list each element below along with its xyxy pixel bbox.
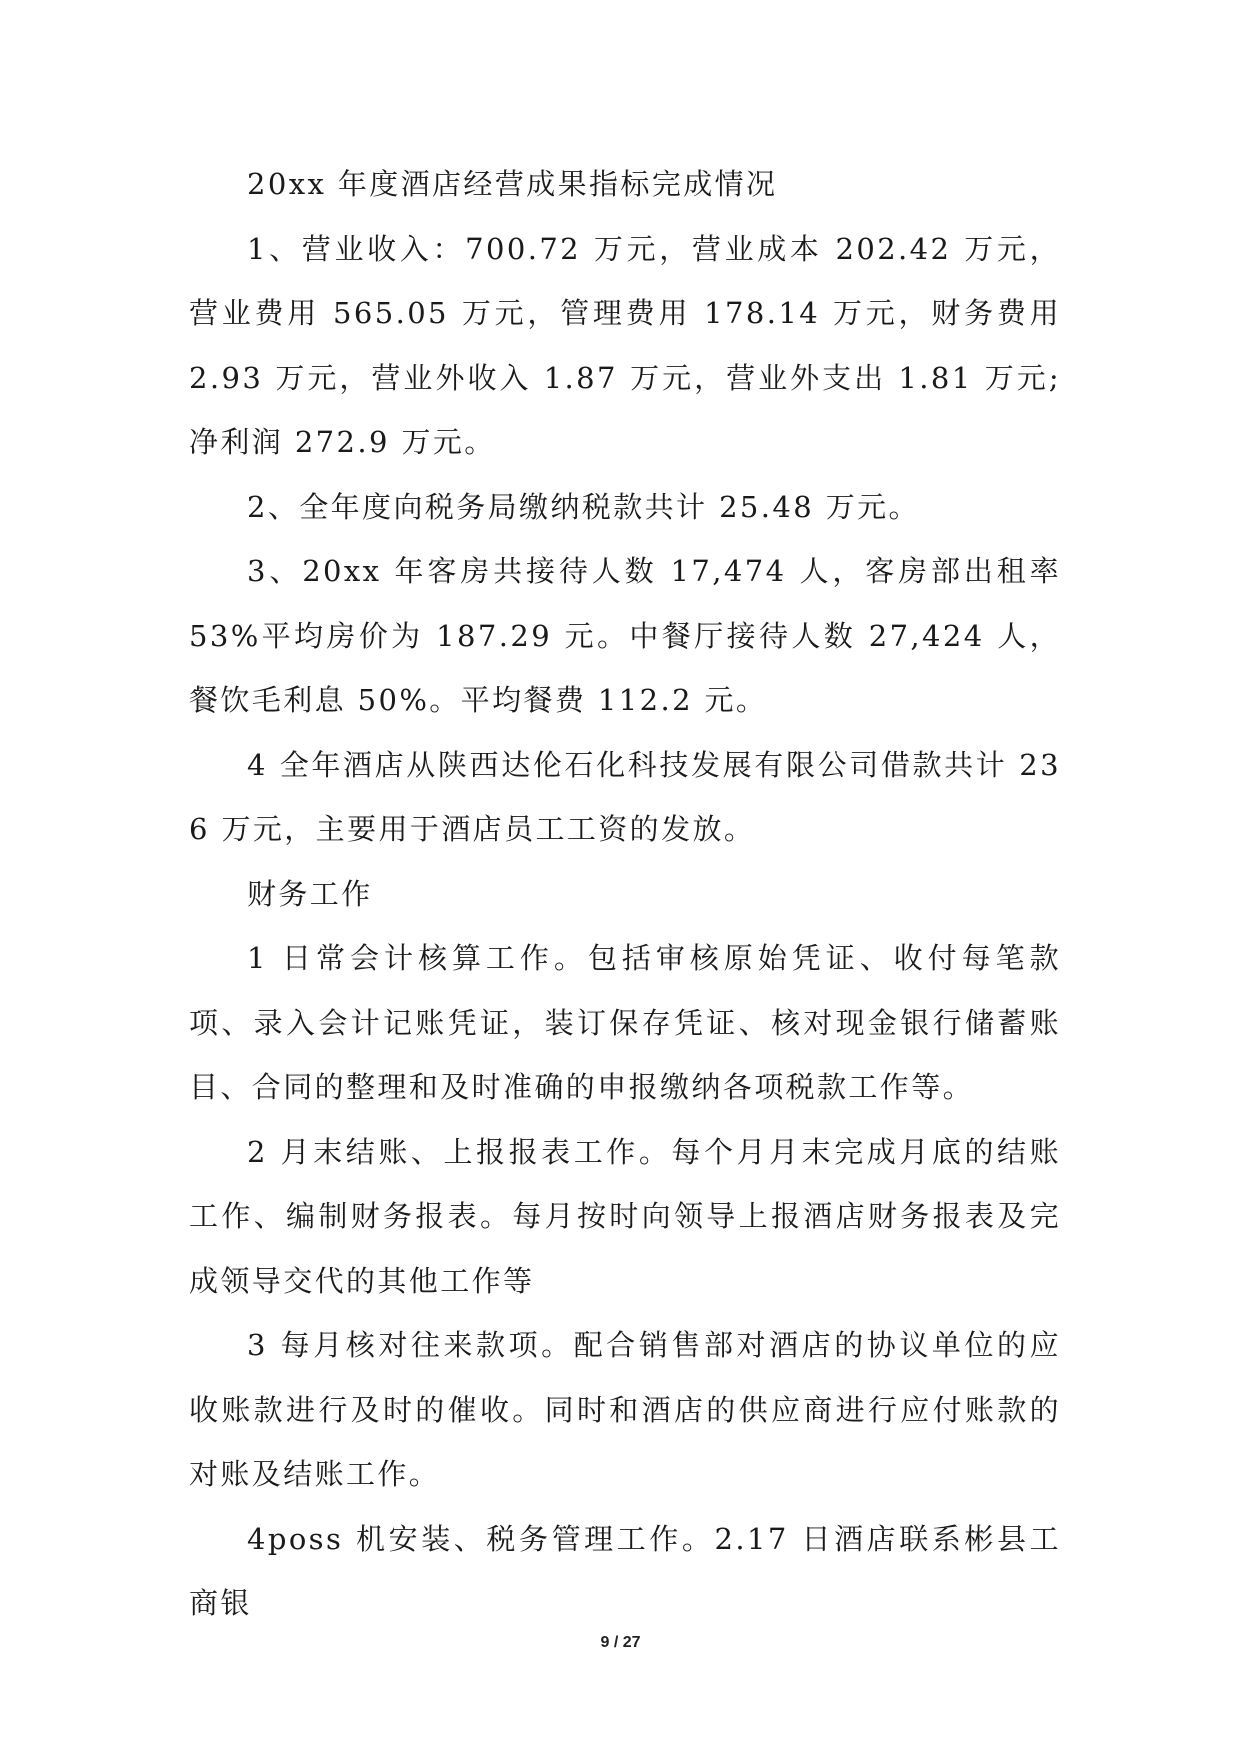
paragraph-tax: 2、全年度向税务局缴纳税款共计 25.48 万元。 xyxy=(247,489,920,524)
section-heading-results: 20xx 年度酒店经营成果指标完成情况 xyxy=(247,167,778,201)
paragraph-month-end: 2 月末结账、上报报表工作。每个月月末完成月底的结账工作、编制财务报表。每月按时向领导上报酒店财务报表及完成领导交代的其他工作等 xyxy=(189,1134,1061,1298)
page-number: 9 / 27 xyxy=(600,1634,641,1651)
paragraph-revenue: 1、营业收入：700.72 万元，营业成本 202.42 万元，营业费用 565.05 万元，管理费用 178.14 万元，财务费用 2.93 万元，营业外收入 1.87 万元，营业外支出 1.81 万元;净利润 272.9 万元。 xyxy=(189,231,1061,459)
paragraph-loan: 4 全年酒店从陕西达伦石化科技发展有限公司借款共计 236 万元，主要用于酒店员工工资的发放。 xyxy=(189,747,1061,846)
paragraph-guests: 3、20xx 年客房共接待人数 17,474 人，客房部出租率 53%平均房价为 187.29 元。中餐厅接待人数 27,424 人，餐饮毛利息 50%。平均餐费 112.2 元。 xyxy=(189,554,1061,717)
document-body xyxy=(189,152,1061,1636)
section-heading-finance: 财务工作 xyxy=(247,876,373,911)
paragraph-pos-tax: 4poss 机安装、税务管理工作。2.17 日酒店联系彬县工商银 xyxy=(189,1521,1061,1620)
paragraph-accounts: 3 每月核对往来款项。配合销售部对酒店的协议单位的应收账款进行及时的催收。同时和酒店的供应商进行应付账款的对账及结账工作。 xyxy=(189,1328,1061,1491)
paragraph-accounting: 1 日常会计核算工作。包括审核原始凭证、收付每笔款项、录入会计记账凭证，装订保存凭证、核对现金银行储蓄账目、合同的整理和及时准确的申报缴纳各项税款工作等。 xyxy=(189,941,1061,1104)
